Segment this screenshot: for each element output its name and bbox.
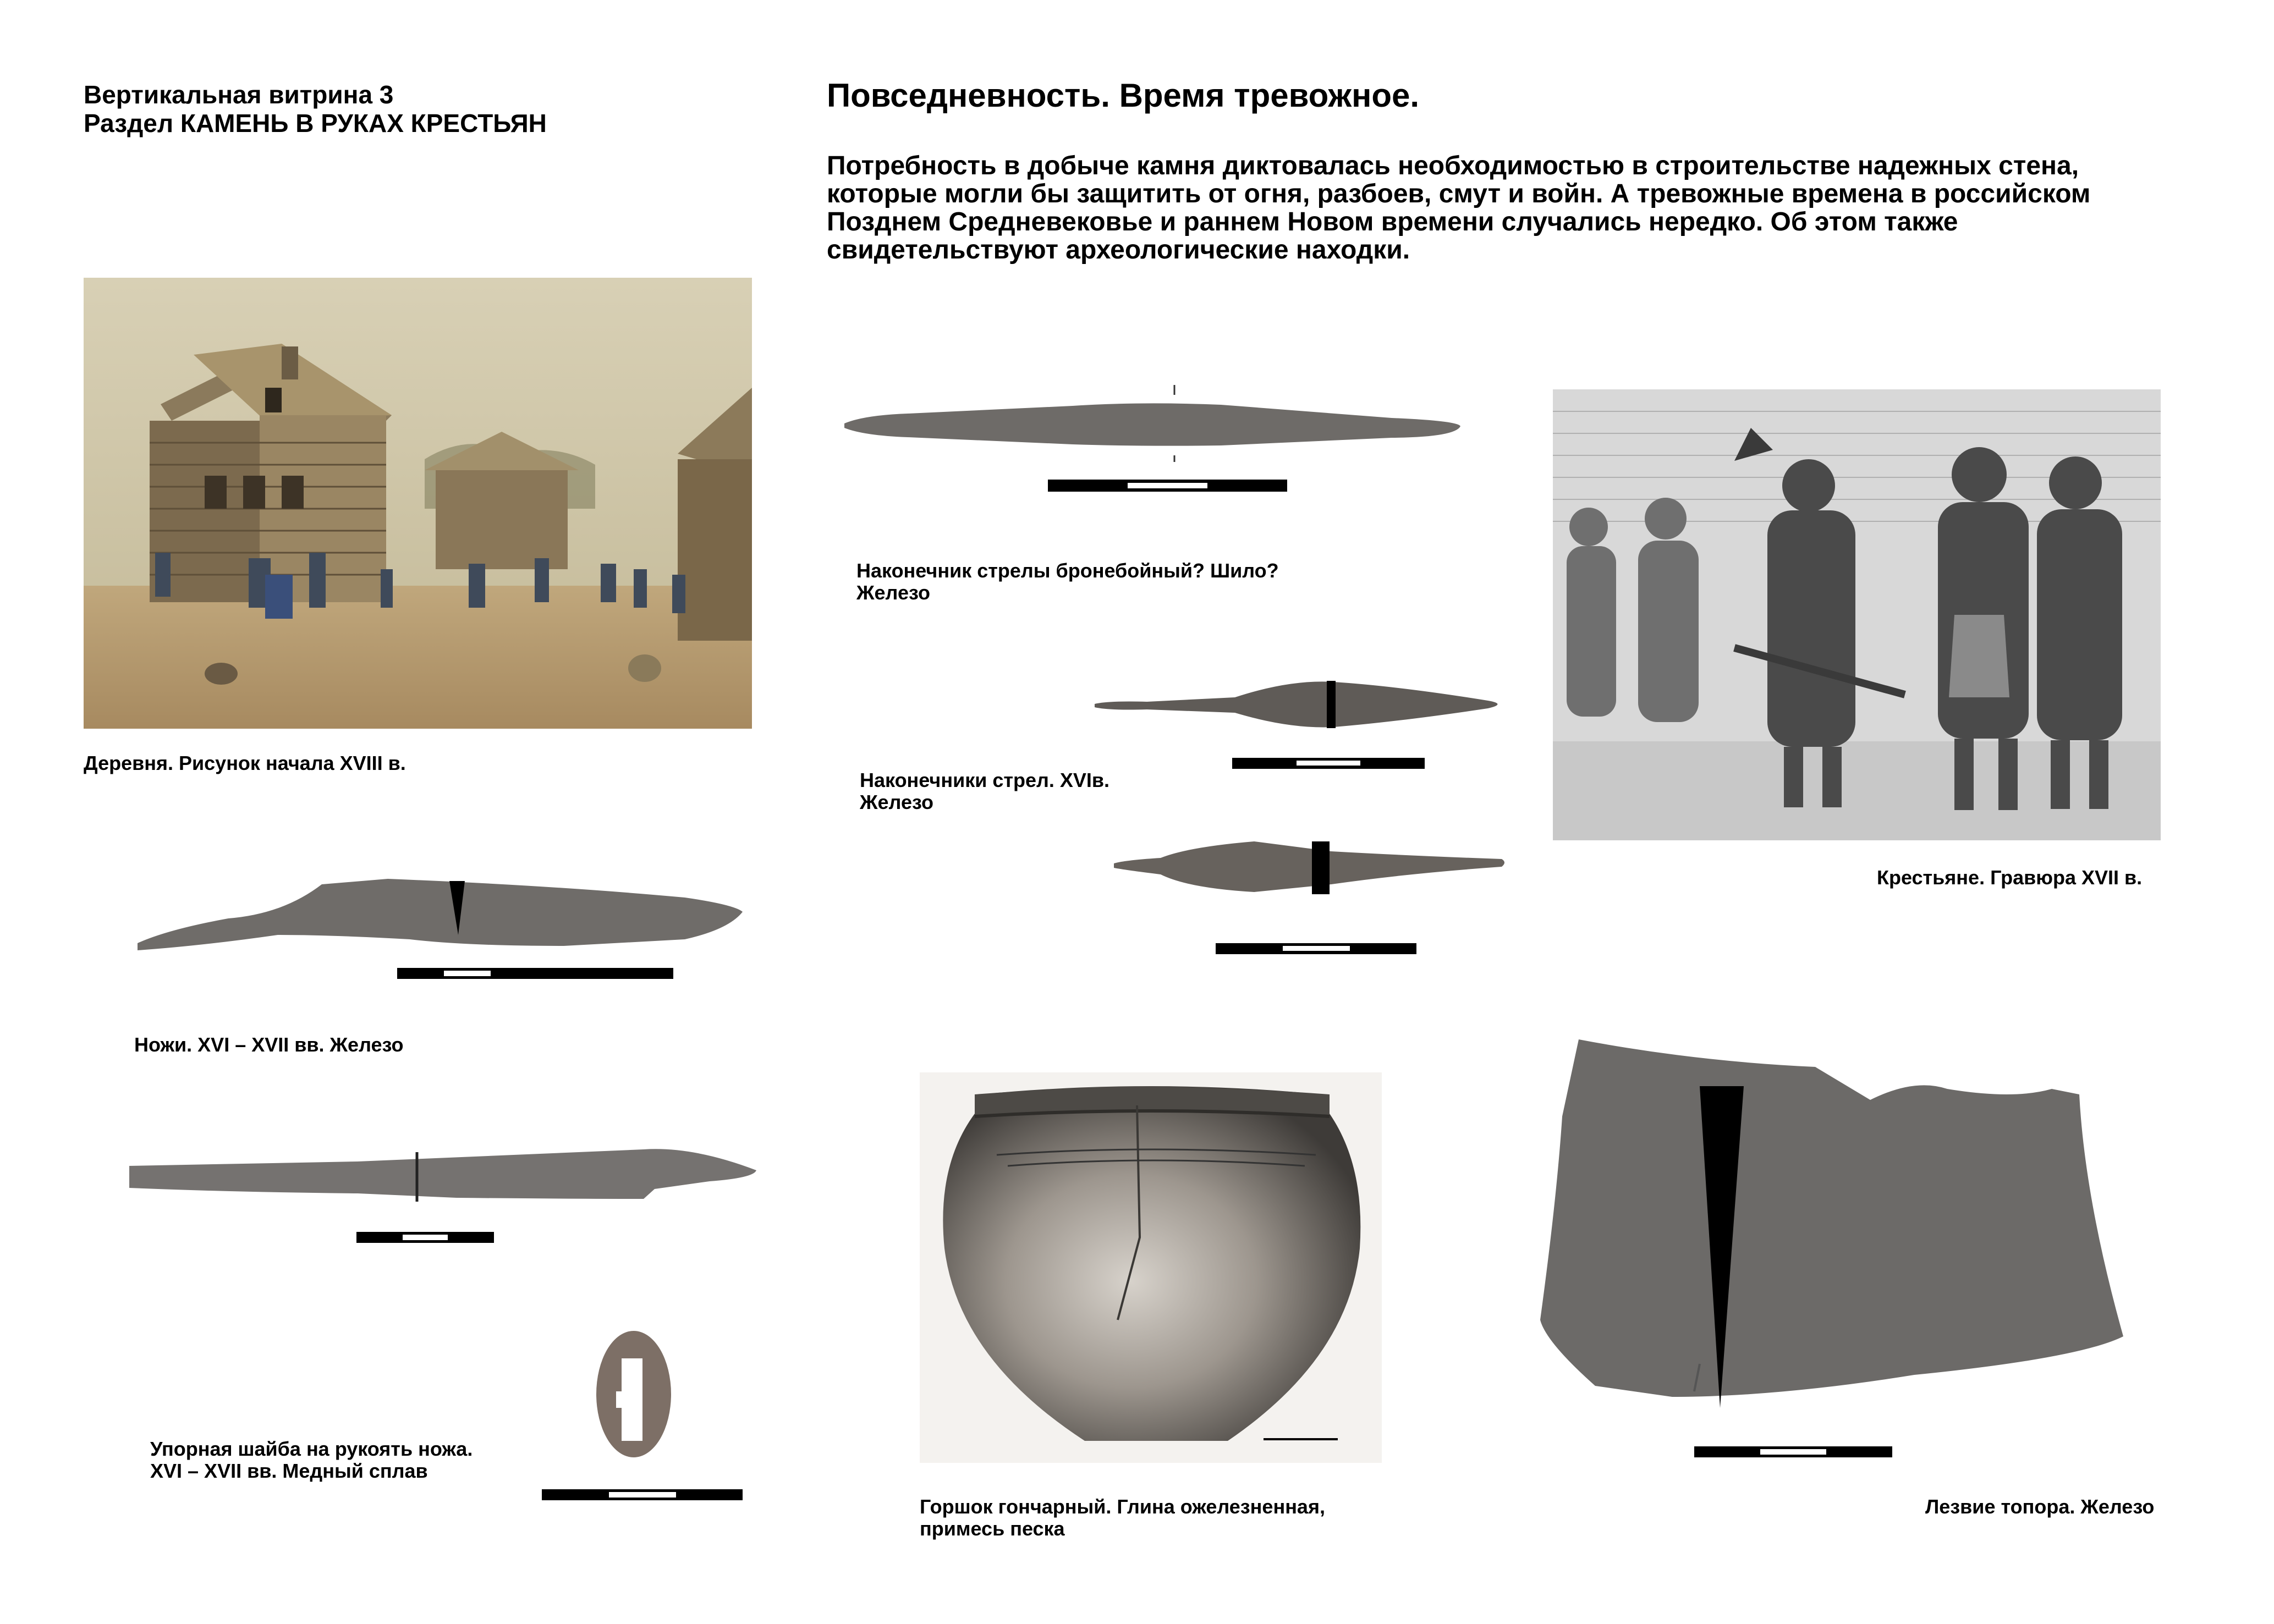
arrowheads-caption [860, 769, 1109, 813]
arrowhead-1-image [1092, 660, 1510, 773]
arrowheads-caption-line: Железо [860, 791, 933, 813]
arrowheads-caption-line: Наконечники стрел. XVIв. [860, 769, 1110, 791]
village-caption: Деревня. Рисунок начала XVIII в. [84, 752, 406, 774]
washer-caption-line: Упорная шайба на рукоять ножа. [150, 1438, 473, 1460]
section-name: Раздел КАМЕНЬ В РУКАХ КРЕСТЬЯН [84, 109, 547, 137]
knife-2-image [127, 1127, 759, 1248]
peasants-caption: Крестьяне. Гравюра XVII в. [1877, 866, 2143, 889]
arrowhead-caption [856, 560, 1279, 604]
knives-caption: Ножи. XVI – XVII вв. Железо [134, 1033, 404, 1056]
arrowhead-caption-line: Наконечник стрелы бронебойный? Шило? [856, 559, 1279, 582]
washer-image [539, 1331, 754, 1512]
pot-caption [920, 1496, 1325, 1540]
intro-text [827, 152, 2191, 264]
arrowhead-2-image [1111, 819, 1507, 962]
intro-line: Позднем Средневековье и раннем Новом времени случались нередко. Об этом также [827, 207, 1958, 236]
arrowhead-caption-line: Железо [856, 581, 930, 604]
pottery-image [920, 1072, 1382, 1463]
pot-caption-line: примесь песка [920, 1517, 1065, 1540]
page-title: Повседневность. Время тревожное. [827, 77, 1420, 114]
armor-piercing-arrowhead-image [842, 385, 1463, 500]
showcase-label [84, 80, 547, 137]
axe-caption: Лезвие топора. Железо [1925, 1495, 2155, 1518]
washer-caption-line: XVI – XVII вв. Медный сплав [150, 1460, 428, 1482]
pot-caption-line: Горшок гончарный. Глина ожелезненная, [920, 1495, 1325, 1518]
intro-line: которые могли бы защитить от огня, разбоев, смут и войн. А тревожные времена в российском [827, 179, 2091, 208]
intro-line: свидетельствуют археологические находки. [827, 235, 1410, 265]
washer-caption [150, 1438, 473, 1482]
axe-blade-image [1529, 1034, 2134, 1463]
village-painting [84, 278, 752, 729]
showcase-number: Вертикальная витрина 3 [84, 80, 394, 109]
knife-1-image [135, 863, 748, 984]
peasants-engraving [1553, 389, 2161, 840]
intro-line: Потребность в добыче камня диктовалась необходимостью в строительстве надежных стена, [827, 151, 2079, 180]
